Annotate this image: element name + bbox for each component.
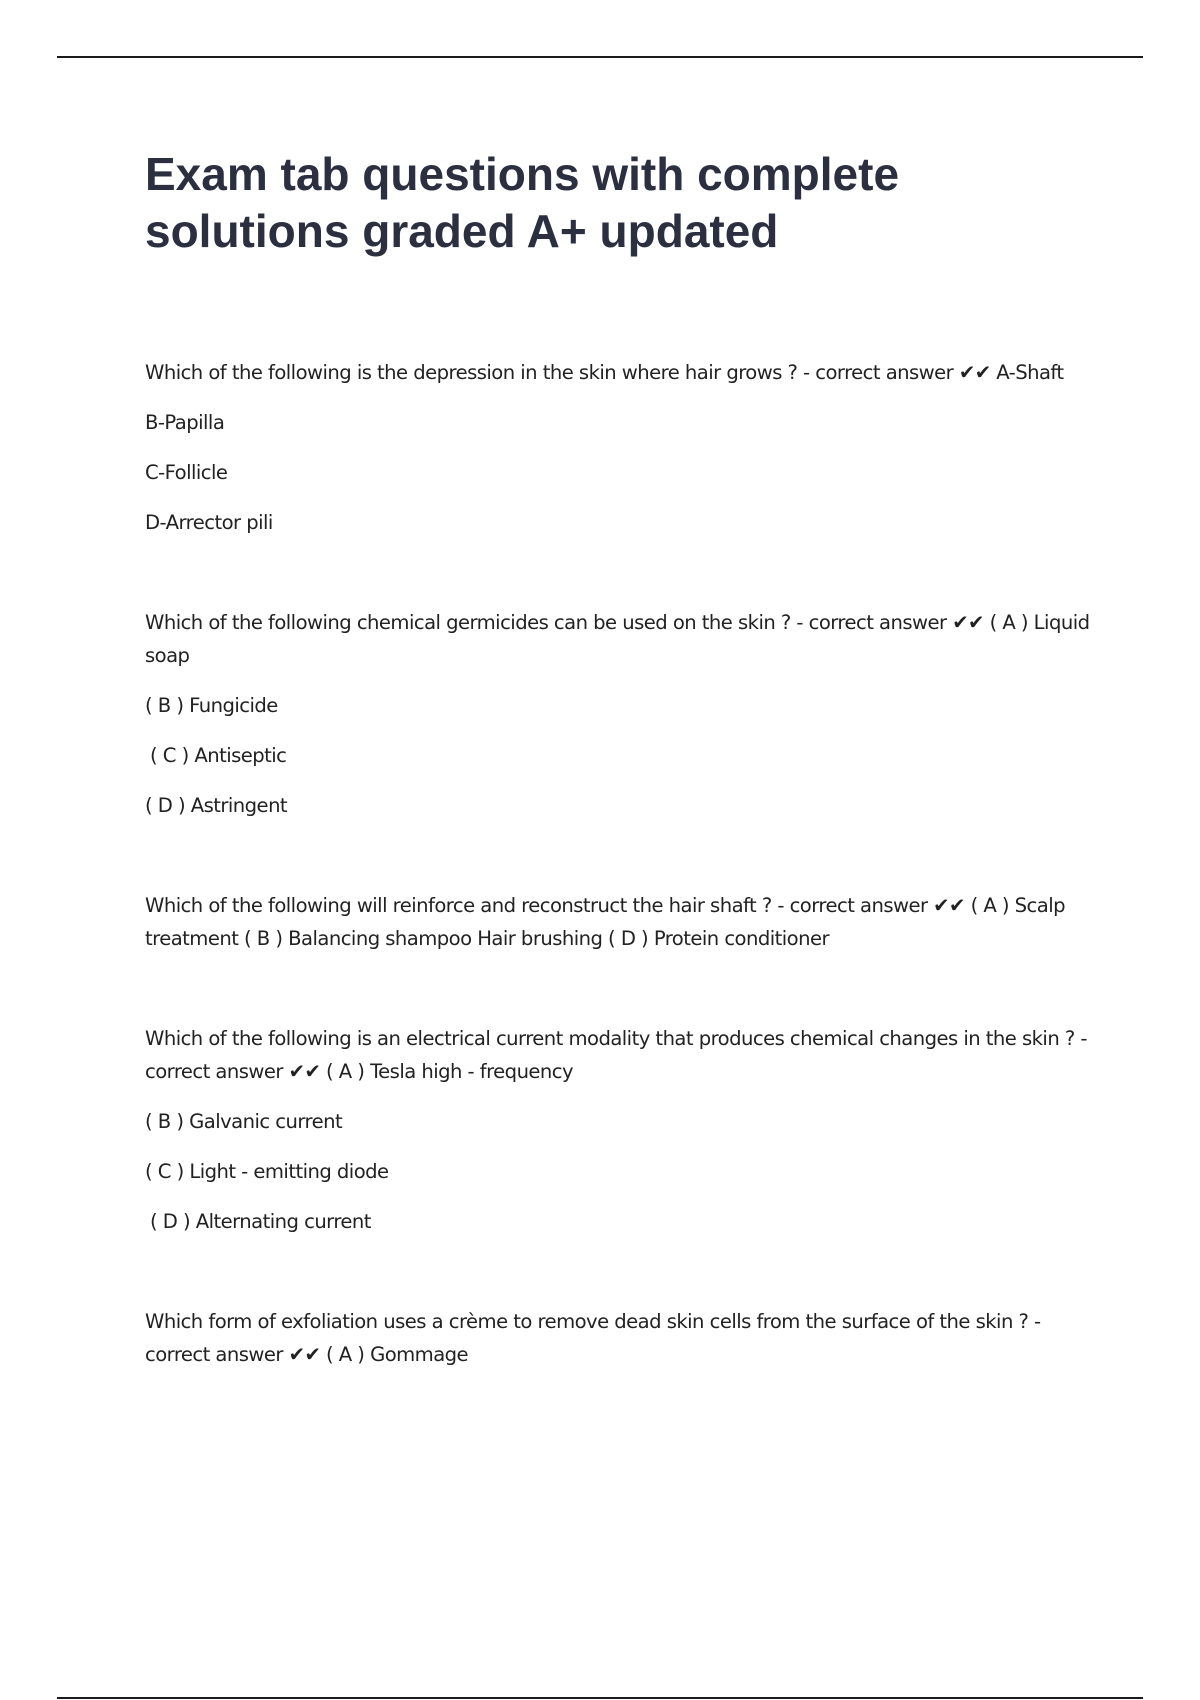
question-text: Which of the following is the depression in the skin where hair grows ? - correct answer ✔✔ A-Shaft xyxy=(145,361,1064,384)
answer-option: ( B ) Fungicide xyxy=(145,694,278,717)
answer-option: ( C ) Antiseptic xyxy=(150,744,287,767)
answer-option: ( B ) Galvanic current xyxy=(145,1110,343,1133)
answer-option: B-Papilla xyxy=(145,411,225,434)
question-2 xyxy=(145,606,1095,822)
answer-option: ( C ) Light - emitting diode xyxy=(145,1160,389,1183)
question-1 xyxy=(145,356,1095,539)
answer-option: D-Arrector pili xyxy=(145,511,273,534)
answer-option: ( D ) Astringent xyxy=(145,794,288,817)
top-rule xyxy=(57,56,1143,58)
bottom-rule xyxy=(57,1697,1143,1699)
question-text: Which of the following chemical germicides can be used on the skin ? - correct answer ✔✔ ( A ) Liquid soap xyxy=(145,611,1090,667)
question-4 xyxy=(145,1022,1095,1238)
question-list xyxy=(145,356,1095,1371)
question-text: Which form of exfoliation uses a crème to remove dead skin cells from the surface of the skin ? - correct answer ✔✔ ( A ) Gommage xyxy=(145,1310,1041,1366)
question-3 xyxy=(145,889,1095,955)
question-5 xyxy=(145,1305,1095,1371)
question-text: Which of the following is an electrical current modality that produces chemical changes in the skin ? - correct answer ✔✔ ( A ) Tesla high - frequency xyxy=(145,1027,1087,1083)
document-title: Exam tab questions with complete solutions graded A+ updated xyxy=(145,148,900,257)
answer-option: ( D ) Alternating current xyxy=(150,1210,371,1233)
question-text: Which of the following will reinforce and reconstruct the hair shaft ? - correct answer ✔✔ ( A ) Scalp treatment ( B ) Balancing shampoo Hair brushing ( D ) Protein conditioner xyxy=(145,894,1065,950)
answer-option: C-Follicle xyxy=(145,461,228,484)
